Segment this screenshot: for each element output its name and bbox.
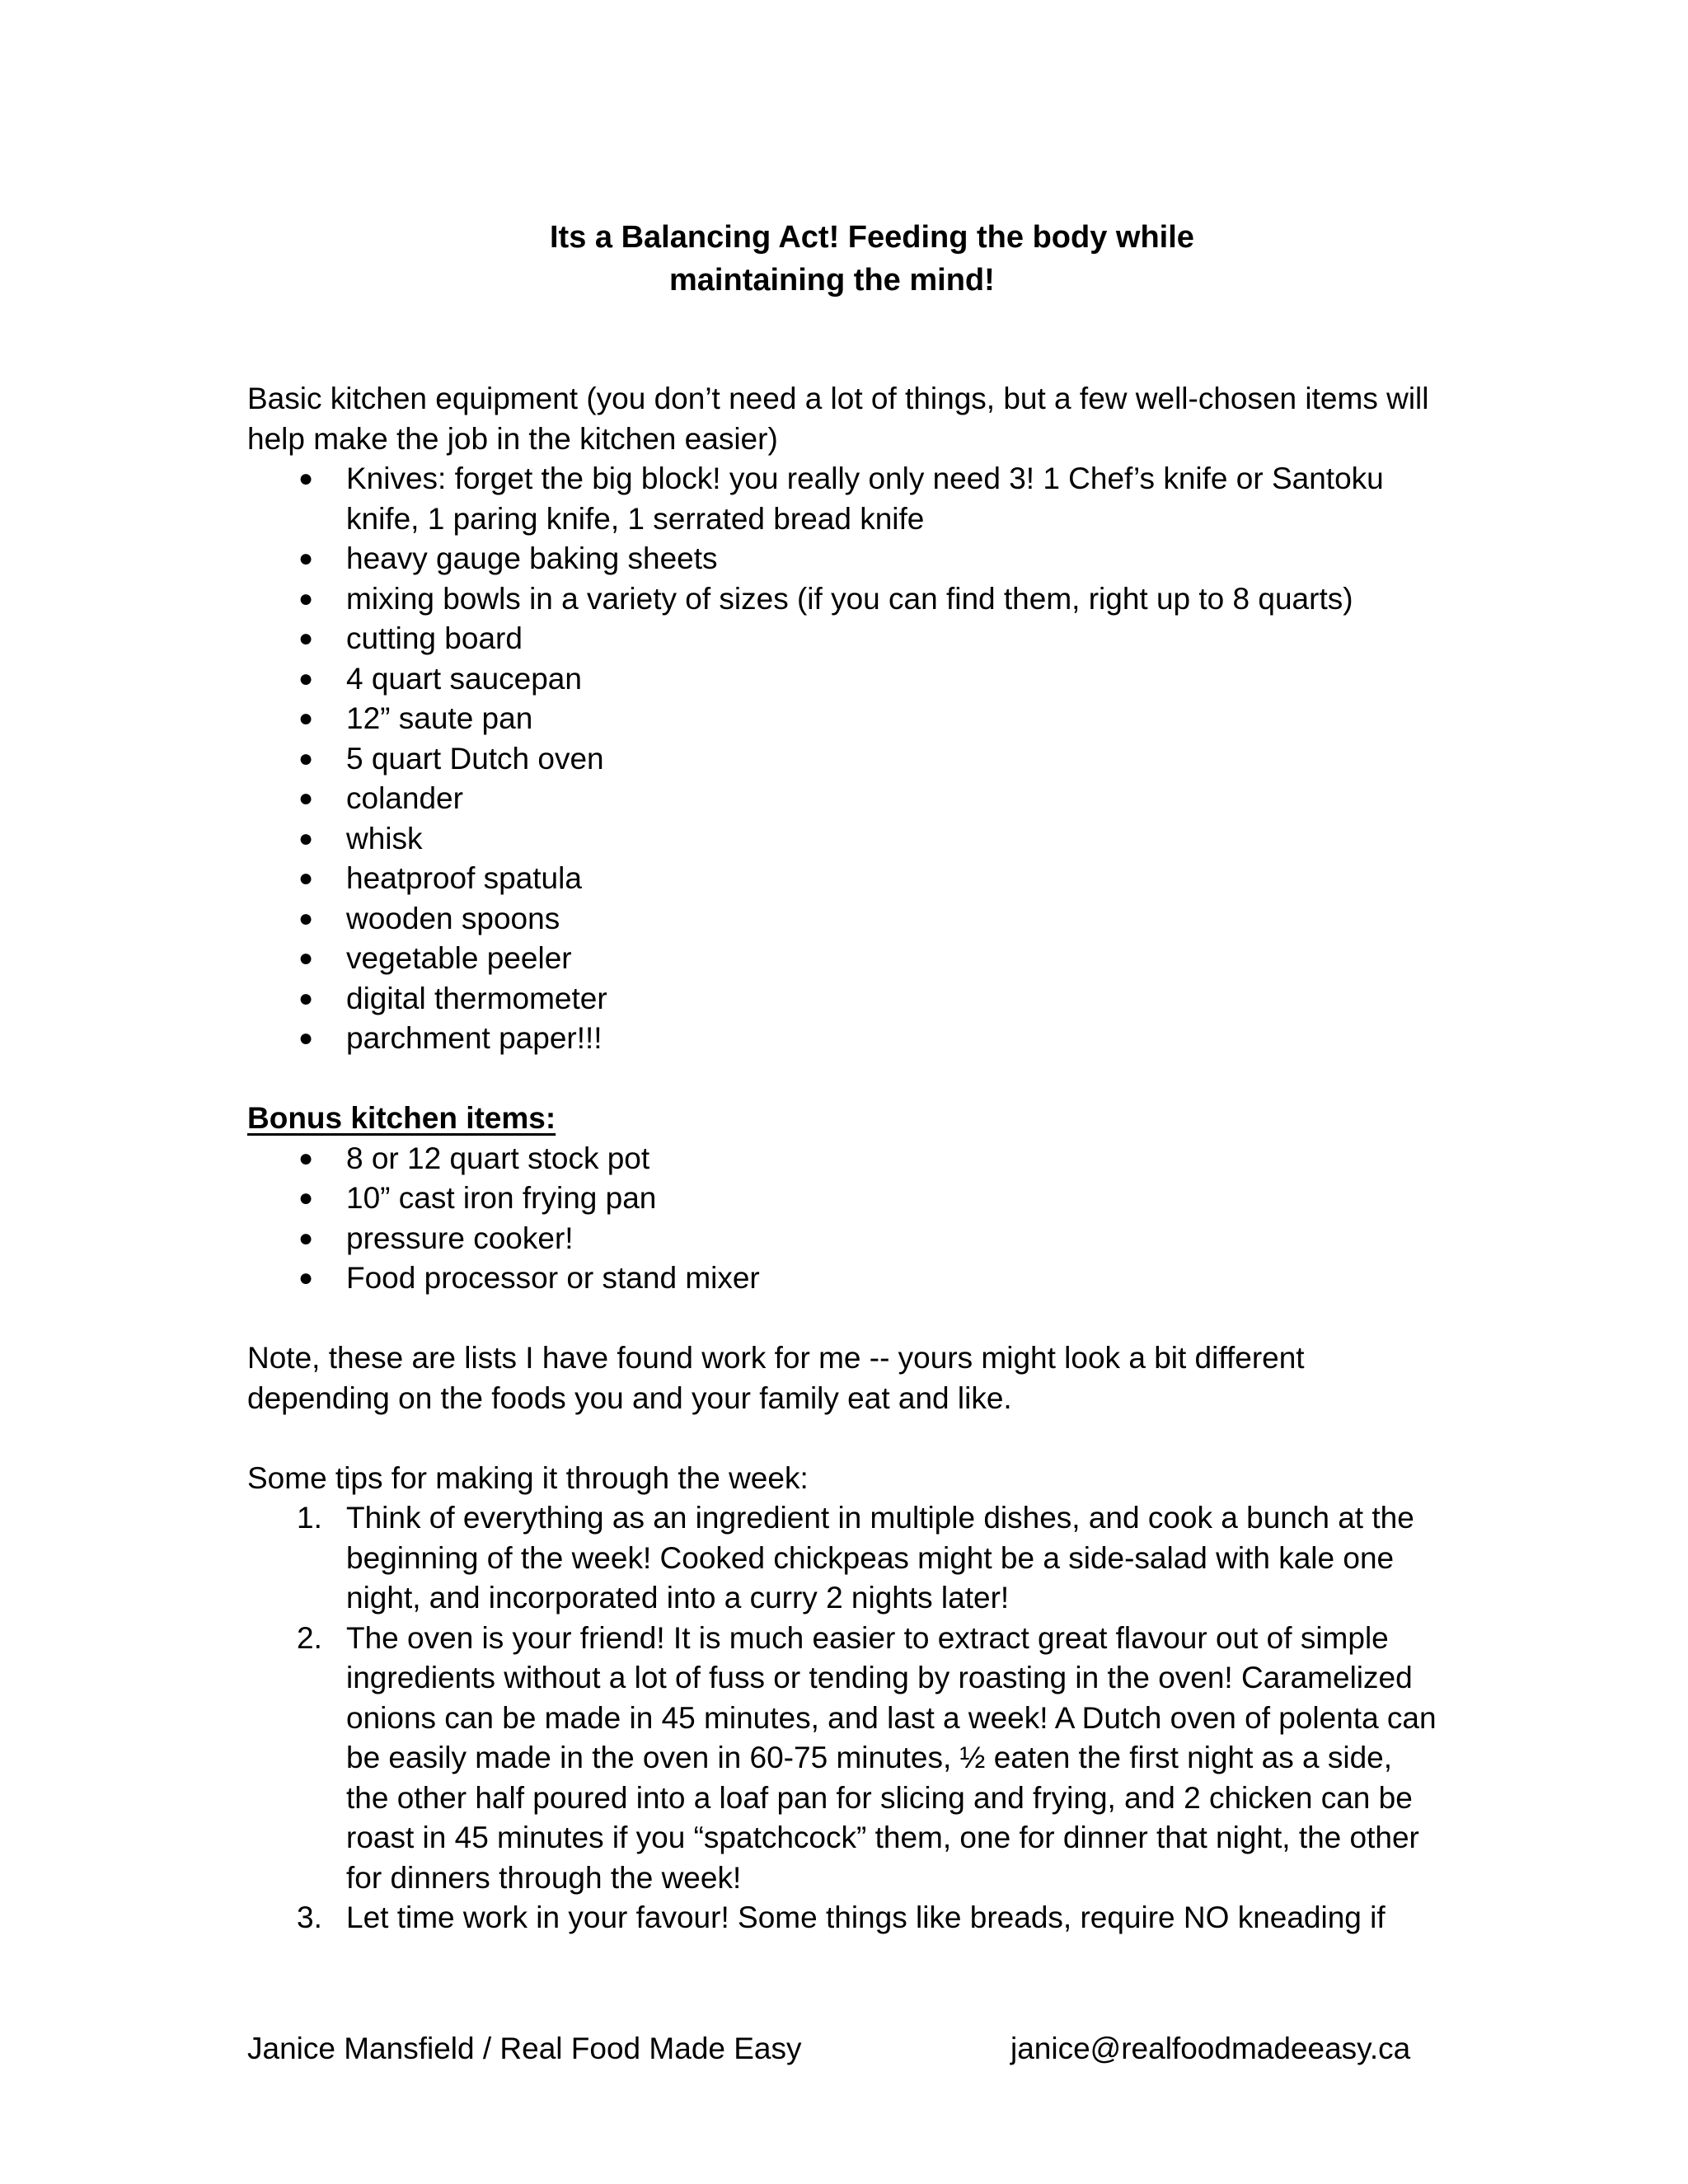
list-item <box>247 1179 1442 1219</box>
note-paragraph: Note, these are lists I have found work for me -- yours might look a bit different depending on the foods you and your family eat and like. <box>247 1341 1305 1415</box>
list-item-text: 10” cast iron frying pan <box>346 1181 657 1215</box>
tip-item <box>247 1498 1442 1619</box>
tips-list <box>247 1498 1442 1938</box>
basic-equipment-list <box>247 459 1442 1059</box>
list-item <box>247 459 1442 539</box>
tip-text: Let time work in your favour! Some things like breads, require NO kneading if <box>346 1900 1386 1934</box>
bonus-items-list <box>247 1139 1442 1299</box>
list-item <box>247 859 1442 899</box>
spacer <box>247 1299 1442 1339</box>
list-item-text: cutting board <box>346 621 523 655</box>
bullet-icon: ● <box>298 584 314 612</box>
bonus-heading: Bonus kitchen items: <box>247 1101 556 1135</box>
list-item <box>247 939 1442 979</box>
tip-item <box>247 1898 1442 1938</box>
footer-author: Janice Mansfield / Real Food Made Easy <box>247 2032 802 2065</box>
list-item <box>247 539 1442 579</box>
bullet-icon: ● <box>298 744 314 772</box>
list-item <box>247 1139 1442 1179</box>
page-title-line-2: maintaining the mind! <box>669 263 995 298</box>
list-item <box>247 619 1442 659</box>
spacer <box>247 1059 1442 1099</box>
list-item-text: heavy gauge baking sheets <box>346 541 718 575</box>
list-item <box>247 659 1442 700</box>
bullet-icon: ● <box>298 545 314 572</box>
tip-number: 3. <box>297 1900 322 1934</box>
list-item-text: 8 or 12 quart stock pot <box>346 1141 650 1175</box>
list-item <box>247 979 1442 1019</box>
list-item-text: whisk <box>346 821 423 855</box>
bullet-icon: ● <box>298 625 314 652</box>
list-item-text: colander <box>346 781 463 815</box>
bullet-icon: ● <box>298 904 314 932</box>
tip-number: 1. <box>297 1501 322 1535</box>
bullet-icon: ● <box>298 824 314 852</box>
list-item-text: mixing bowls in a variety of sizes (if you can find them, right up to 8 quarts) <box>346 581 1353 616</box>
footer-email: janice@realfoodmadeeasy.ca <box>1010 2032 1411 2065</box>
tip-number: 2. <box>297 1620 322 1655</box>
bullet-icon: ● <box>298 1144 314 1172</box>
list-item <box>247 579 1442 620</box>
tip-item <box>247 1619 1442 1899</box>
bullet-icon: ● <box>298 1024 314 1052</box>
list-item <box>247 1219 1442 1259</box>
list-item-text: digital thermometer <box>346 981 607 1015</box>
list-item-text: Knives: forget the big block! you really only need 3! 1 Chef’s knife or Santoku knife, 1 paring knife, 1 serrated bread knife <box>346 462 1384 536</box>
list-item <box>247 899 1442 940</box>
bullet-icon: ● <box>298 984 314 1012</box>
bullet-icon: ● <box>298 465 314 492</box>
tip-text: Think of everything as an ingredient in multiple dishes, and cook a bunch at the beginning of the week! Cooked chickpeas might be a side-salad with kale one night, and incorporated into a curry 2 nights later! <box>346 1501 1414 1615</box>
list-item <box>247 1019 1442 1059</box>
tip-text: The oven is your friend! It is much easier to extract great flavour out of simple ingredients without a lot of fuss or tending by roasting in the oven! Caramelized onions can be made in 45 minutes, and last a week! A Dutch oven of polenta can be easily made in the oven in 60-75 minutes, ½ eaten the first night as a side, the other half poured into a loaf pan for slicing and frying, and 2 chicken can be roast in 45 minutes if you “spatchcock” them, one for dinner that night, the other for dinners through the week! <box>346 1620 1437 1895</box>
intro-paragraph: Basic kitchen equipment (you don’t need a lot of things, but a few well-chosen items will help make the job in the kitchen easier) <box>247 382 1429 456</box>
list-item-text: 5 quart Dutch oven <box>346 741 604 776</box>
bullet-icon: ● <box>298 705 314 732</box>
list-item <box>247 819 1442 860</box>
list-item-text: vegetable peeler <box>346 941 572 975</box>
bullet-icon: ● <box>298 944 314 972</box>
list-item <box>247 1258 1442 1299</box>
list-item <box>247 779 1442 819</box>
bullet-icon: ● <box>298 785 314 812</box>
bullet-icon: ● <box>298 1184 314 1212</box>
bullet-icon: ● <box>298 1264 314 1291</box>
list-item-text: wooden spoons <box>346 901 560 935</box>
list-item <box>247 739 1442 780</box>
document-body <box>247 379 1442 1938</box>
spacer <box>247 1418 1442 1459</box>
list-item-text: pressure cooker! <box>346 1221 574 1255</box>
bullet-icon: ● <box>298 664 314 692</box>
list-item-text: 12” saute pan <box>346 701 533 735</box>
bullet-icon: ● <box>298 865 314 892</box>
list-item-text: Food processor or stand mixer <box>346 1261 760 1295</box>
page-title-line-1: Its a Balancing Act! Feeding the body while <box>550 220 1194 255</box>
tips-intro: Some tips for making it through the week: <box>247 1460 809 1495</box>
list-item <box>247 699 1442 739</box>
bullet-icon: ● <box>298 1224 314 1252</box>
list-item-text: parchment paper!!! <box>346 1021 603 1055</box>
list-item-text: 4 quart saucepan <box>346 661 582 696</box>
list-item-text: heatproof spatula <box>346 861 582 895</box>
